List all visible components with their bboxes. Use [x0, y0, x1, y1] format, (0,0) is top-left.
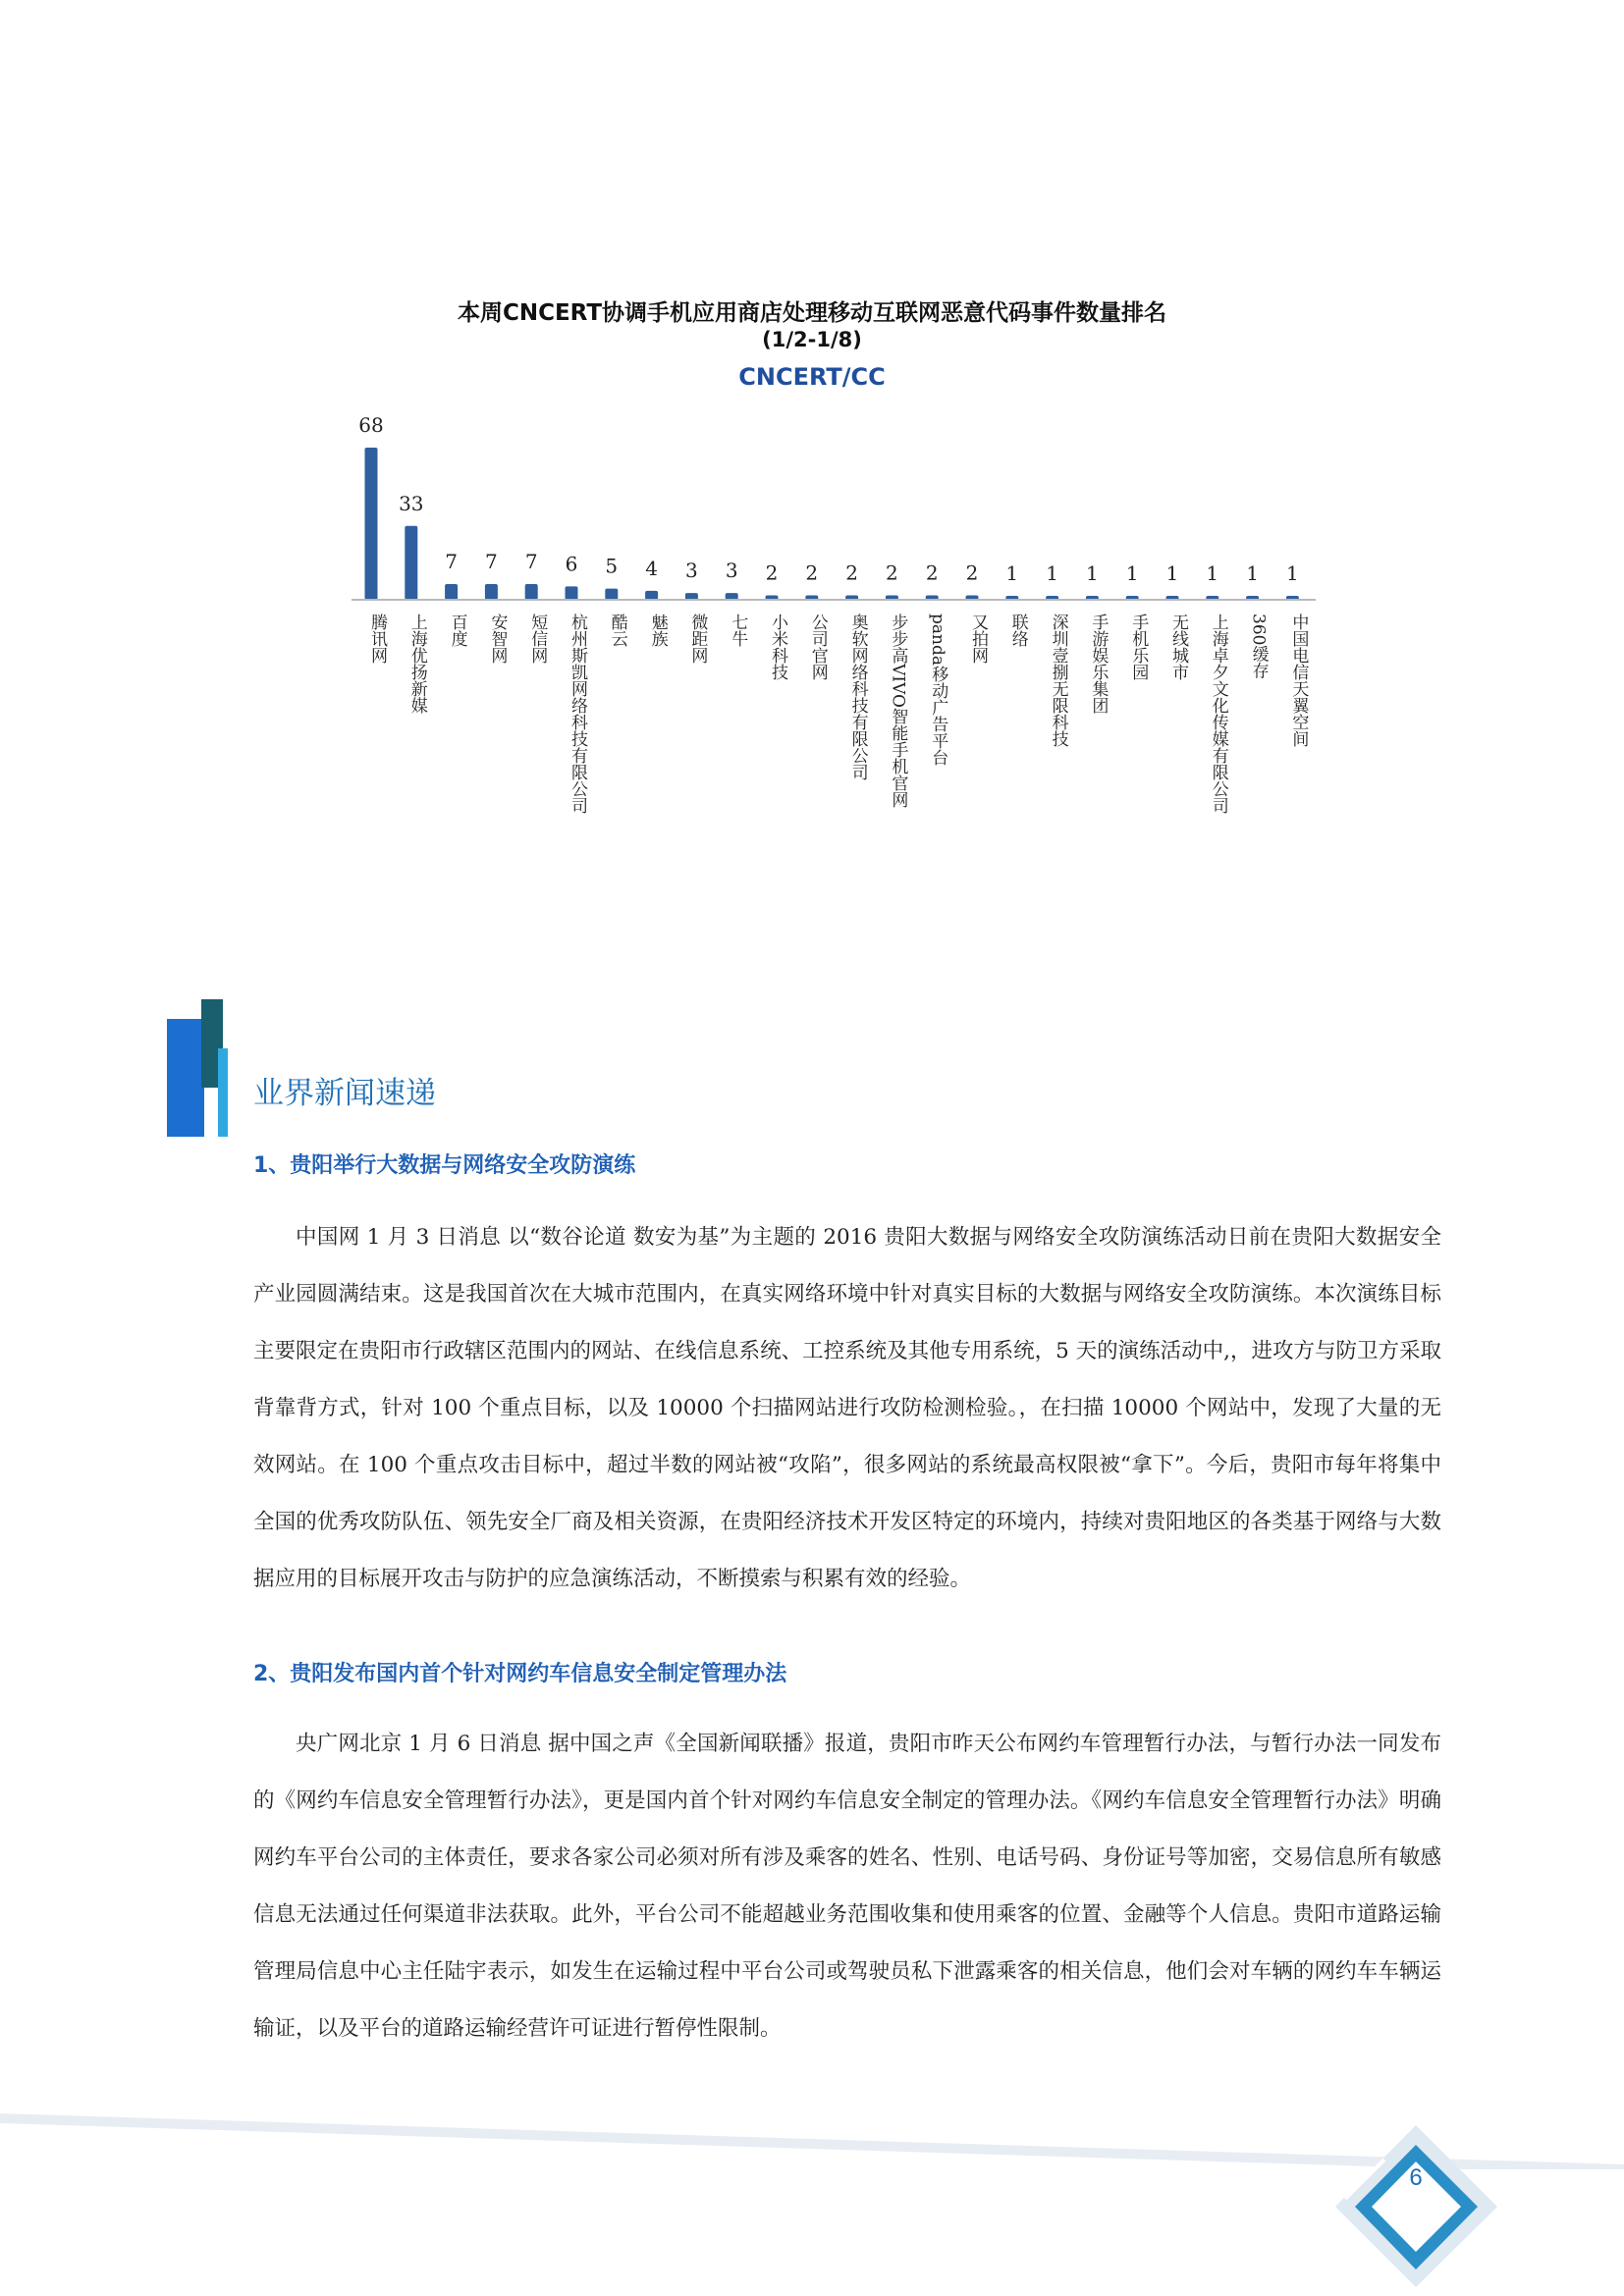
bar-5 — [566, 586, 578, 600]
bar-value-label: 1 — [1286, 561, 1299, 585]
bar-value-label: 1 — [1206, 561, 1219, 585]
bar-value-label: 2 — [805, 561, 819, 585]
chart-subtitle: (1/2-1/8) — [762, 328, 862, 351]
category-label: 中国电信天翼空间 — [1288, 614, 1309, 747]
bar-value-label: 1 — [1005, 561, 1019, 585]
category-label: 无线城市 — [1168, 614, 1188, 680]
category-label: 步步高VIVO智能手机官网 — [888, 614, 908, 808]
cncert-logo: CNCERT/CC — [738, 363, 886, 391]
bar-value-label: 3 — [685, 559, 698, 583]
bar-7 — [645, 591, 658, 600]
bar-4 — [525, 584, 538, 600]
category-label: 联络 — [1007, 614, 1028, 647]
news-title-2: 2、贵阳发布国内首个针对网约车信息安全制定管理办法 — [253, 1662, 787, 1686]
section-heading-decoration — [167, 999, 245, 1137]
bar-value-label: 1 — [1165, 561, 1179, 585]
category-label: 手机乐园 — [1128, 614, 1149, 680]
category-label: 手游娱乐集团 — [1088, 614, 1109, 714]
bar-3 — [485, 584, 498, 600]
bar-value-label: 33 — [399, 491, 424, 515]
category-label: 腾讯网 — [367, 614, 387, 664]
category-label: 360缓存 — [1248, 614, 1269, 679]
bar-9 — [726, 593, 738, 600]
category-label: 上海卓夕文化传媒有限公司 — [1208, 614, 1228, 814]
category-label: 深圳壹捌无限科技 — [1048, 614, 1068, 747]
bar-value-label: 7 — [524, 550, 538, 574]
category-label: 小米科技 — [768, 614, 787, 680]
bar-0 — [365, 448, 378, 600]
bar-value-label: 3 — [725, 559, 738, 583]
bar-value-label: 2 — [925, 561, 939, 585]
page-number: 6 — [1409, 2164, 1423, 2191]
category-label: 奥软网络科技有限公司 — [847, 614, 868, 780]
news-body-2: 央广网北京 1 月 6 日消息 据中国之声《全国新闻联播》报道，贵阳市昨天公布网约车管理暂行办法，与暂行办法一同发布的《网约车信息安全管理暂行办法》，更是国内首个针对网约车信息安全制定的管理办法。《网约车信息安全管理暂行办法》明确网约车平台公司的主体责任，要求各家公司必须对所有涉及乘客的姓名、性别、电话号码、身份证号等加密，交易信息所有敏感信息无法通过任何渠道非法获取。此外，平台公司不能超越业务范围收集和使用乘客的位置、金融等个人信息。贵阳市道路运输管理局信息中心主任陆宇表示，如发生在运输过程中平台公司或驾驶员私下泄露乘客的相关信息，他们会对车辆的网约车车辆运输证，以及平台的道路运输经营许可证进行暂停性限制。 — [253, 1732, 1441, 2041]
news-body-1: 中国网 1 月 3 日消息 以“数谷论道 数安为基”为主题的 2016 贵阳大数据与网络安全攻防演练活动日前在贵阳大数据安全产业园圆满结束。这是我国首次在大城市范围内，在真实网络环境中针对真实目标的大数据与网络安全攻防演练。本次演练目标主要限定在贵阳市行政辖区范围内的网站、在线信息系统、工控系统及其他专用系统，5 天的演练活动中,，进攻方与防卫方采取背靠背方式，针对 100 个重点目标，以及 10000 个扫描网站进行攻防检测检验。，在扫描 10000 个网站中，发现了大量的无效网站。在 100 个重点攻击目标中，超过半数的网站被“攻陷”，很多网站的系统最高权限被“拿下”。今后，贵阳市每年将集中全国的优秀攻防队伍、领先安全厂商及相关资源，在贵阳经济技术开发区特定的环境内，持续对贵阳地区的各类基于网络与大数据应用的目标展开攻击与防护的应急演练活动，不断摸索与积累有效的经验。 — [253, 1225, 1441, 1591]
bar-value-label: 7 — [485, 550, 498, 574]
bar-value-label: 5 — [605, 554, 619, 578]
bar-value-label: 1 — [1246, 561, 1259, 585]
bar-chart — [0, 393, 1624, 942]
category-label: 公司官网 — [807, 614, 828, 680]
category-label: 百度 — [447, 614, 467, 647]
bar-value-label: 1 — [1125, 561, 1139, 585]
bar-value-label: 2 — [765, 561, 779, 585]
bar-value-label: 6 — [565, 552, 578, 576]
bar-6 — [605, 589, 618, 600]
category-label: 微距网 — [687, 614, 708, 664]
chart-title: 本周CNCERT协调手机应用商店处理移动互联网恶意代码事件数量排名 — [457, 300, 1167, 326]
category-label: 酷云 — [607, 614, 627, 647]
bar-value-label: 4 — [645, 556, 658, 580]
bar-value-label: 7 — [445, 550, 458, 574]
page-number-badge — [1326, 2120, 1512, 2287]
category-label: 安智网 — [487, 614, 508, 664]
bar-value-label: 1 — [1086, 561, 1099, 585]
bar-value-label: 2 — [965, 561, 979, 585]
news-title-1: 1、贵阳举行大数据与网络安全攻防演练 — [253, 1153, 636, 1178]
bar-value-label: 2 — [845, 561, 858, 585]
bar-2 — [445, 584, 458, 600]
category-label: 杭州斯凯网络科技有限公司 — [568, 614, 587, 814]
category-label: 短信网 — [527, 614, 548, 664]
bars-layer — [358, 413, 1309, 814]
bar-value-label: 2 — [886, 561, 898, 585]
category-label: 魅族 — [647, 614, 668, 647]
section-heading: 业界新闻速递 — [253, 1076, 436, 1111]
category-label: panda移动广告平台 — [928, 614, 948, 766]
category-label: 又拍网 — [968, 614, 988, 664]
category-label: 上海优扬新媒 — [406, 614, 427, 714]
bar-1 — [405, 526, 417, 600]
bar-8 — [685, 593, 698, 600]
bar-value-label: 68 — [358, 413, 384, 437]
bar-value-label: 1 — [1046, 561, 1058, 585]
category-label: 七牛 — [728, 614, 748, 647]
